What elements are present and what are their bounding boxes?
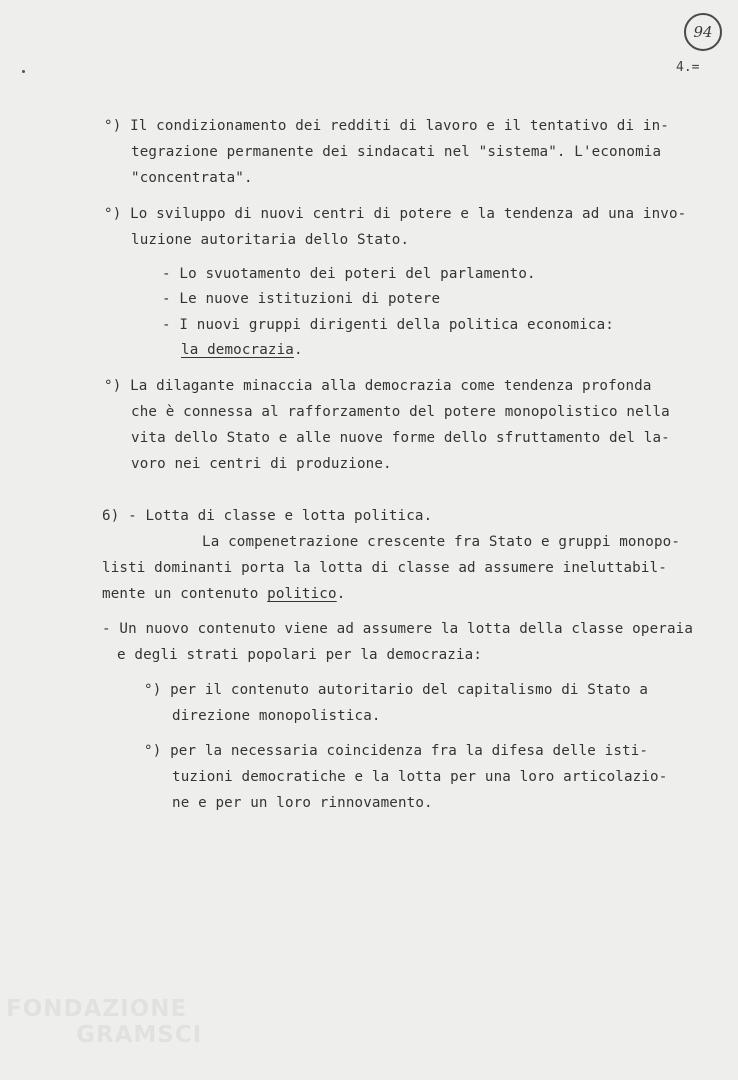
punctuation: . (336, 586, 346, 602)
text-line: che è connessa al rafforzamento del potere monopolistico nella (131, 404, 670, 420)
text-line: °) La dilagante minaccia alla democrazia come tendenza profonda (104, 378, 652, 394)
watermark-line: FONDAZIONE (6, 996, 188, 1022)
underlined-text: politico (267, 586, 337, 602)
list-item: - I nuovi gruppi dirigenti della politica economica: (162, 317, 614, 333)
punctuation: . (294, 342, 303, 358)
text-line (102, 585, 345, 603)
text-line: vita dello Stato e alle nuove forme dello sfruttamento del la- (131, 430, 670, 446)
text-line: luzione autoritaria dello Stato. (131, 232, 410, 248)
text-line: °) Lo sviluppo di nuovi centri di potere e la tendenza ad una invo- (104, 206, 687, 222)
section-heading: 6) - Lotta di classe e lotta politica. (102, 508, 433, 524)
list-item: - Le nuove istituzioni di potere (162, 291, 441, 307)
text-line (181, 341, 303, 359)
text-line: La compenetrazione crescente fra Stato e gruppi monopo- (202, 534, 681, 550)
watermark (6, 996, 202, 1048)
text-line: ne e per un loro rinnovamento. (172, 795, 433, 811)
text-line: °) per il contenuto autoritario del capitalismo di Stato a (144, 682, 649, 698)
text-line: °) Il condizionamento dei redditi di lavoro e il tentativo di in- (104, 118, 669, 134)
text-line: °) per la necessaria coincidenza fra la difesa delle isti- (144, 743, 649, 759)
text-line: tegrazione permanente dei sindacati nel "sistema". L'economia (131, 144, 662, 160)
archive-stamp (684, 13, 722, 51)
text-segment: mente un contenuto (102, 586, 268, 602)
watermark-line: GRAMSCI (76, 1022, 203, 1048)
text-line: e degli strati popolari per la democrazia: (117, 647, 483, 663)
text-line: tuzioni democratiche e la lotta per una loro articolazio- (172, 769, 668, 785)
text-line: listi dominanti porta la lotta di classe ad assumere ineluttabil- (102, 560, 667, 576)
archive-number: 94 (693, 23, 713, 41)
page-number: 4.= (676, 60, 700, 75)
list-item: - Lo svuotamento dei poteri del parlamento. (162, 266, 536, 282)
margin-mark (22, 70, 25, 73)
text-line: - Un nuovo contenuto viene ad assumere la lotta della classe operaia (102, 621, 694, 637)
text-line: voro nei centri di produzione. (131, 456, 392, 472)
text-line: "concentrata". (131, 170, 253, 186)
text-line: direzione monopolistica. (172, 708, 381, 724)
underlined-text: la democrazia (181, 342, 294, 358)
